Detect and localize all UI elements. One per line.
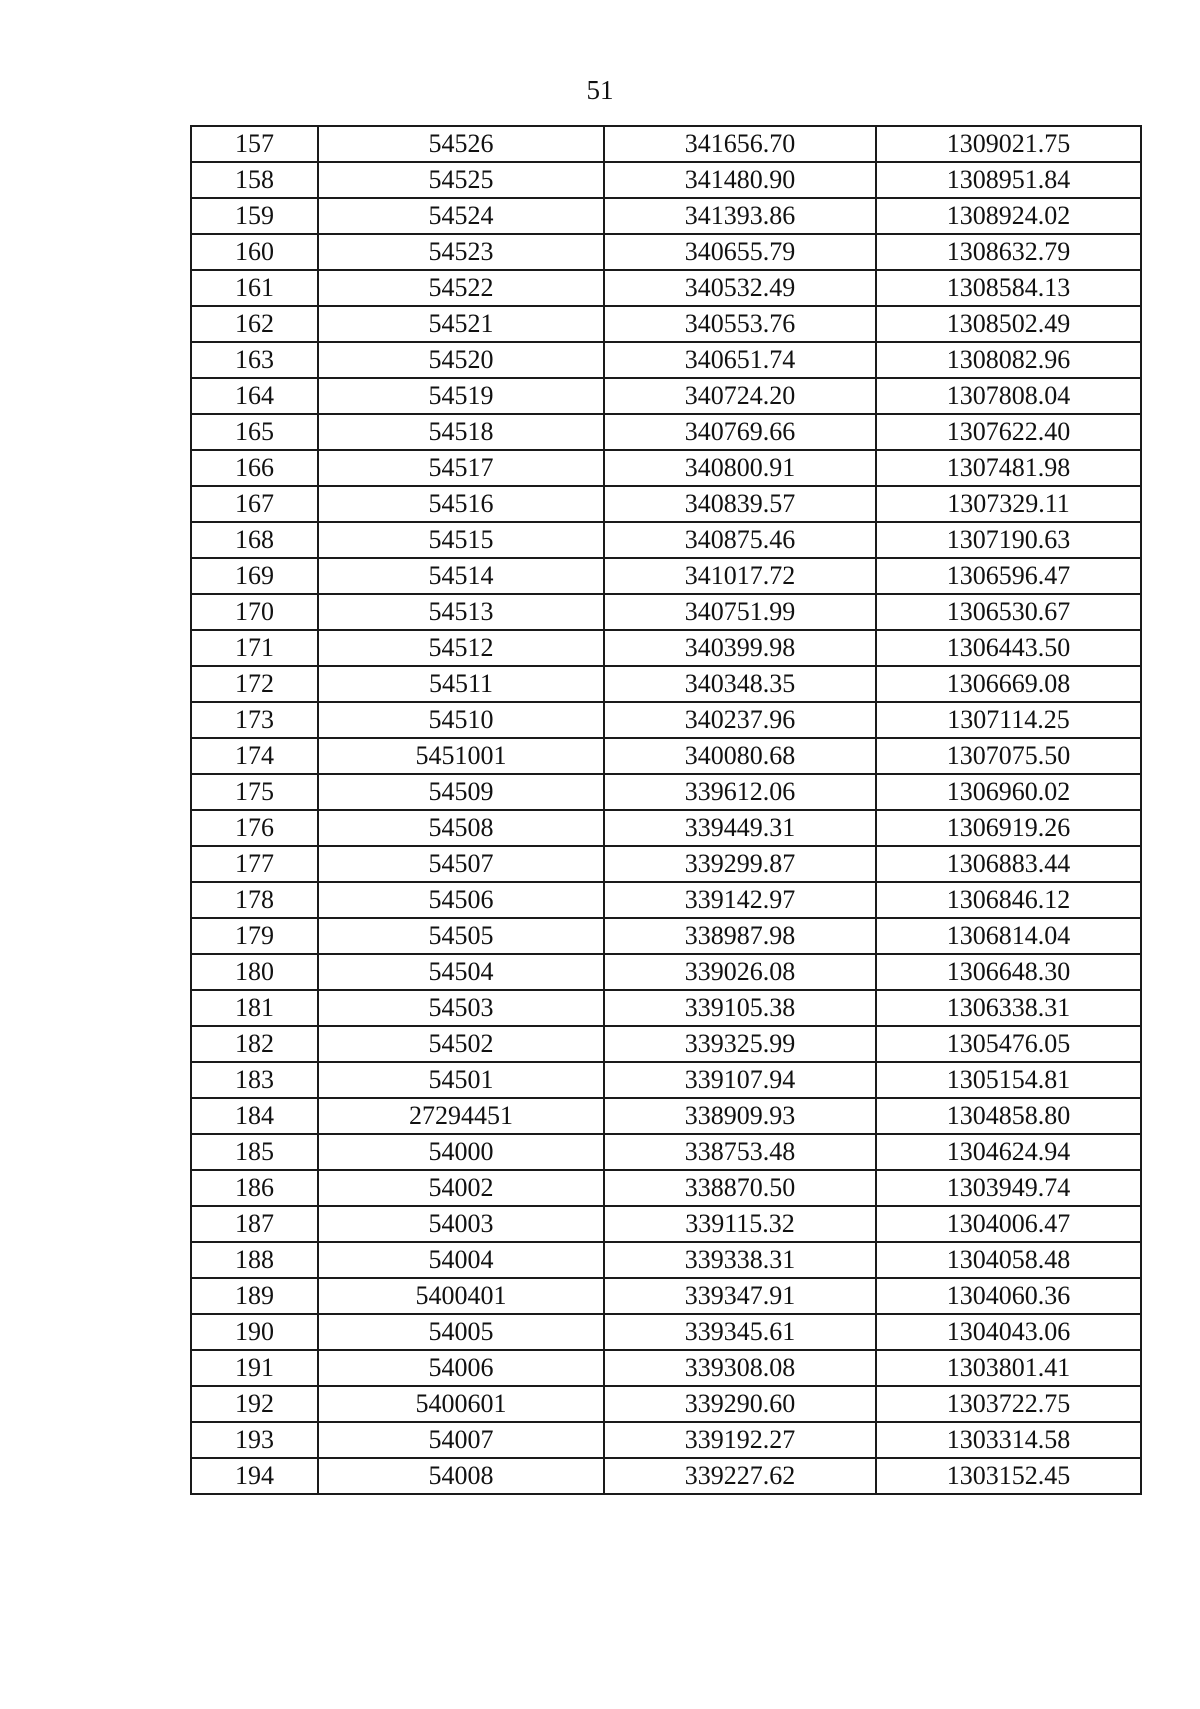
y-coordinate-cell: 1303314.58 xyxy=(876,1422,1141,1458)
table-row xyxy=(191,1278,1141,1314)
y-coordinate-cell: 1307114.25 xyxy=(876,702,1141,738)
row-index-cell: 178 xyxy=(191,882,318,918)
x-coordinate-cell: 339227.62 xyxy=(604,1458,876,1494)
table-row xyxy=(191,1350,1141,1386)
y-coordinate-cell: 1308502.49 xyxy=(876,306,1141,342)
x-coordinate-cell: 338987.98 xyxy=(604,918,876,954)
row-index-cell: 193 xyxy=(191,1422,318,1458)
point-id-cell: 54502 xyxy=(318,1026,604,1062)
x-coordinate-cell: 339347.91 xyxy=(604,1278,876,1314)
point-id-cell: 54510 xyxy=(318,702,604,738)
y-coordinate-cell: 1307481.98 xyxy=(876,450,1141,486)
row-index-cell: 189 xyxy=(191,1278,318,1314)
table-row xyxy=(191,1386,1141,1422)
y-coordinate-cell: 1308632.79 xyxy=(876,234,1141,270)
x-coordinate-cell: 340080.68 xyxy=(604,738,876,774)
row-index-cell: 187 xyxy=(191,1206,318,1242)
point-id-cell: 54524 xyxy=(318,198,604,234)
table-row xyxy=(191,810,1141,846)
x-coordinate-cell: 341393.86 xyxy=(604,198,876,234)
y-coordinate-cell: 1304060.36 xyxy=(876,1278,1141,1314)
point-id-cell: 54501 xyxy=(318,1062,604,1098)
table-row xyxy=(191,1242,1141,1278)
row-index-cell: 186 xyxy=(191,1170,318,1206)
x-coordinate-cell: 339345.61 xyxy=(604,1314,876,1350)
x-coordinate-cell: 339612.06 xyxy=(604,774,876,810)
table-row xyxy=(191,1206,1141,1242)
y-coordinate-cell: 1307808.04 xyxy=(876,378,1141,414)
point-id-cell: 54503 xyxy=(318,990,604,1026)
table-row xyxy=(191,990,1141,1026)
x-coordinate-cell: 340237.96 xyxy=(604,702,876,738)
row-index-cell: 183 xyxy=(191,1062,318,1098)
point-id-cell: 54507 xyxy=(318,846,604,882)
row-index-cell: 182 xyxy=(191,1026,318,1062)
y-coordinate-cell: 1305154.81 xyxy=(876,1062,1141,1098)
x-coordinate-cell: 338870.50 xyxy=(604,1170,876,1206)
table-row xyxy=(191,558,1141,594)
x-coordinate-cell: 340532.49 xyxy=(604,270,876,306)
y-coordinate-cell: 1304858.80 xyxy=(876,1098,1141,1134)
table-body xyxy=(191,126,1141,1494)
point-id-cell: 54514 xyxy=(318,558,604,594)
x-coordinate-cell: 340839.57 xyxy=(604,486,876,522)
y-coordinate-cell: 1306960.02 xyxy=(876,774,1141,810)
row-index-cell: 166 xyxy=(191,450,318,486)
x-coordinate-cell: 341017.72 xyxy=(604,558,876,594)
table-row xyxy=(191,918,1141,954)
x-coordinate-cell: 338909.93 xyxy=(604,1098,876,1134)
x-coordinate-cell: 339105.38 xyxy=(604,990,876,1026)
x-coordinate-cell: 340875.46 xyxy=(604,522,876,558)
y-coordinate-cell: 1303949.74 xyxy=(876,1170,1141,1206)
x-coordinate-cell: 340769.66 xyxy=(604,414,876,450)
point-id-cell: 54007 xyxy=(318,1422,604,1458)
y-coordinate-cell: 1308082.96 xyxy=(876,342,1141,378)
x-coordinate-cell: 339299.87 xyxy=(604,846,876,882)
y-coordinate-cell: 1304006.47 xyxy=(876,1206,1141,1242)
table-row xyxy=(191,522,1141,558)
point-id-cell: 54522 xyxy=(318,270,604,306)
point-id-cell: 54516 xyxy=(318,486,604,522)
row-index-cell: 188 xyxy=(191,1242,318,1278)
x-coordinate-cell: 339325.99 xyxy=(604,1026,876,1062)
x-coordinate-cell: 339142.97 xyxy=(604,882,876,918)
table-row xyxy=(191,666,1141,702)
table-row xyxy=(191,414,1141,450)
point-id-cell: 54525 xyxy=(318,162,604,198)
table-row xyxy=(191,378,1141,414)
table-row xyxy=(191,882,1141,918)
point-id-cell: 54513 xyxy=(318,594,604,630)
point-id-cell: 54504 xyxy=(318,954,604,990)
point-id-cell: 5400401 xyxy=(318,1278,604,1314)
y-coordinate-cell: 1307329.11 xyxy=(876,486,1141,522)
y-coordinate-cell: 1306443.50 xyxy=(876,630,1141,666)
point-id-cell: 54008 xyxy=(318,1458,604,1494)
x-coordinate-cell: 340399.98 xyxy=(604,630,876,666)
point-id-cell: 54519 xyxy=(318,378,604,414)
x-coordinate-cell: 339449.31 xyxy=(604,810,876,846)
table-row xyxy=(191,1314,1141,1350)
y-coordinate-cell: 1307622.40 xyxy=(876,414,1141,450)
point-id-cell: 54515 xyxy=(318,522,604,558)
x-coordinate-cell: 339308.08 xyxy=(604,1350,876,1386)
coordinates-table-container xyxy=(190,125,1140,1495)
row-index-cell: 171 xyxy=(191,630,318,666)
coordinates-table xyxy=(190,125,1142,1495)
row-index-cell: 163 xyxy=(191,342,318,378)
row-index-cell: 164 xyxy=(191,378,318,414)
row-index-cell: 179 xyxy=(191,918,318,954)
table-row xyxy=(191,630,1141,666)
table-row xyxy=(191,1026,1141,1062)
x-coordinate-cell: 338753.48 xyxy=(604,1134,876,1170)
row-index-cell: 180 xyxy=(191,954,318,990)
point-id-cell: 54002 xyxy=(318,1170,604,1206)
table-row xyxy=(191,198,1141,234)
y-coordinate-cell: 1304624.94 xyxy=(876,1134,1141,1170)
y-coordinate-cell: 1308924.02 xyxy=(876,198,1141,234)
y-coordinate-cell: 1307190.63 xyxy=(876,522,1141,558)
row-index-cell: 170 xyxy=(191,594,318,630)
row-index-cell: 158 xyxy=(191,162,318,198)
y-coordinate-cell: 1303722.75 xyxy=(876,1386,1141,1422)
table-row xyxy=(191,450,1141,486)
y-coordinate-cell: 1307075.50 xyxy=(876,738,1141,774)
y-coordinate-cell: 1308951.84 xyxy=(876,162,1141,198)
row-index-cell: 169 xyxy=(191,558,318,594)
row-index-cell: 159 xyxy=(191,198,318,234)
point-id-cell: 54517 xyxy=(318,450,604,486)
point-id-cell: 54006 xyxy=(318,1350,604,1386)
row-index-cell: 184 xyxy=(191,1098,318,1134)
point-id-cell: 5451001 xyxy=(318,738,604,774)
table-row xyxy=(191,954,1141,990)
y-coordinate-cell: 1306338.31 xyxy=(876,990,1141,1026)
row-index-cell: 160 xyxy=(191,234,318,270)
row-index-cell: 185 xyxy=(191,1134,318,1170)
row-index-cell: 192 xyxy=(191,1386,318,1422)
point-id-cell: 54523 xyxy=(318,234,604,270)
x-coordinate-cell: 340553.76 xyxy=(604,306,876,342)
y-coordinate-cell: 1306648.30 xyxy=(876,954,1141,990)
y-coordinate-cell: 1303801.41 xyxy=(876,1350,1141,1386)
x-coordinate-cell: 339338.31 xyxy=(604,1242,876,1278)
row-index-cell: 177 xyxy=(191,846,318,882)
point-id-cell: 54521 xyxy=(318,306,604,342)
table-row xyxy=(191,1062,1141,1098)
table-row xyxy=(191,162,1141,198)
point-id-cell: 27294451 xyxy=(318,1098,604,1134)
y-coordinate-cell: 1306669.08 xyxy=(876,666,1141,702)
table-row xyxy=(191,306,1141,342)
y-coordinate-cell: 1305476.05 xyxy=(876,1026,1141,1062)
x-coordinate-cell: 340751.99 xyxy=(604,594,876,630)
x-coordinate-cell: 339290.60 xyxy=(604,1386,876,1422)
table-row xyxy=(191,846,1141,882)
y-coordinate-cell: 1306846.12 xyxy=(876,882,1141,918)
y-coordinate-cell: 1306883.44 xyxy=(876,846,1141,882)
table-row xyxy=(191,774,1141,810)
x-coordinate-cell: 339192.27 xyxy=(604,1422,876,1458)
table-row xyxy=(191,1458,1141,1494)
row-index-cell: 191 xyxy=(191,1350,318,1386)
x-coordinate-cell: 341480.90 xyxy=(604,162,876,198)
x-coordinate-cell: 340651.74 xyxy=(604,342,876,378)
point-id-cell: 54509 xyxy=(318,774,604,810)
row-index-cell: 181 xyxy=(191,990,318,1026)
row-index-cell: 190 xyxy=(191,1314,318,1350)
y-coordinate-cell: 1306530.67 xyxy=(876,594,1141,630)
x-coordinate-cell: 339026.08 xyxy=(604,954,876,990)
row-index-cell: 176 xyxy=(191,810,318,846)
x-coordinate-cell: 339107.94 xyxy=(604,1062,876,1098)
point-id-cell: 54511 xyxy=(318,666,604,702)
point-id-cell: 54505 xyxy=(318,918,604,954)
table-row xyxy=(191,738,1141,774)
y-coordinate-cell: 1306596.47 xyxy=(876,558,1141,594)
table-row xyxy=(191,342,1141,378)
row-index-cell: 174 xyxy=(191,738,318,774)
row-index-cell: 173 xyxy=(191,702,318,738)
row-index-cell: 165 xyxy=(191,414,318,450)
point-id-cell: 54518 xyxy=(318,414,604,450)
table-row xyxy=(191,594,1141,630)
y-coordinate-cell: 1304058.48 xyxy=(876,1242,1141,1278)
y-coordinate-cell: 1306814.04 xyxy=(876,918,1141,954)
row-index-cell: 161 xyxy=(191,270,318,306)
table-row xyxy=(191,126,1141,162)
point-id-cell: 54000 xyxy=(318,1134,604,1170)
point-id-cell: 54005 xyxy=(318,1314,604,1350)
x-coordinate-cell: 340348.35 xyxy=(604,666,876,702)
row-index-cell: 162 xyxy=(191,306,318,342)
point-id-cell: 54526 xyxy=(318,126,604,162)
table-row xyxy=(191,1170,1141,1206)
y-coordinate-cell: 1308584.13 xyxy=(876,270,1141,306)
row-index-cell: 175 xyxy=(191,774,318,810)
point-id-cell: 54003 xyxy=(318,1206,604,1242)
table-row xyxy=(191,234,1141,270)
row-index-cell: 172 xyxy=(191,666,318,702)
point-id-cell: 54506 xyxy=(318,882,604,918)
y-coordinate-cell: 1309021.75 xyxy=(876,126,1141,162)
row-index-cell: 157 xyxy=(191,126,318,162)
table-row xyxy=(191,702,1141,738)
x-coordinate-cell: 340800.91 xyxy=(604,450,876,486)
table-row xyxy=(191,270,1141,306)
x-coordinate-cell: 339115.32 xyxy=(604,1206,876,1242)
page-number: 51 xyxy=(586,75,614,105)
table-row xyxy=(191,486,1141,522)
y-coordinate-cell: 1304043.06 xyxy=(876,1314,1141,1350)
point-id-cell: 54520 xyxy=(318,342,604,378)
x-coordinate-cell: 340655.79 xyxy=(604,234,876,270)
x-coordinate-cell: 341656.70 xyxy=(604,126,876,162)
point-id-cell: 54508 xyxy=(318,810,604,846)
y-coordinate-cell: 1306919.26 xyxy=(876,810,1141,846)
row-index-cell: 167 xyxy=(191,486,318,522)
x-coordinate-cell: 340724.20 xyxy=(604,378,876,414)
table-row xyxy=(191,1134,1141,1170)
row-index-cell: 168 xyxy=(191,522,318,558)
point-id-cell: 54512 xyxy=(318,630,604,666)
point-id-cell: 54004 xyxy=(318,1242,604,1278)
row-index-cell: 194 xyxy=(191,1458,318,1494)
table-row xyxy=(191,1422,1141,1458)
table-row xyxy=(191,1098,1141,1134)
point-id-cell: 5400601 xyxy=(318,1386,604,1422)
y-coordinate-cell: 1303152.45 xyxy=(876,1458,1141,1494)
